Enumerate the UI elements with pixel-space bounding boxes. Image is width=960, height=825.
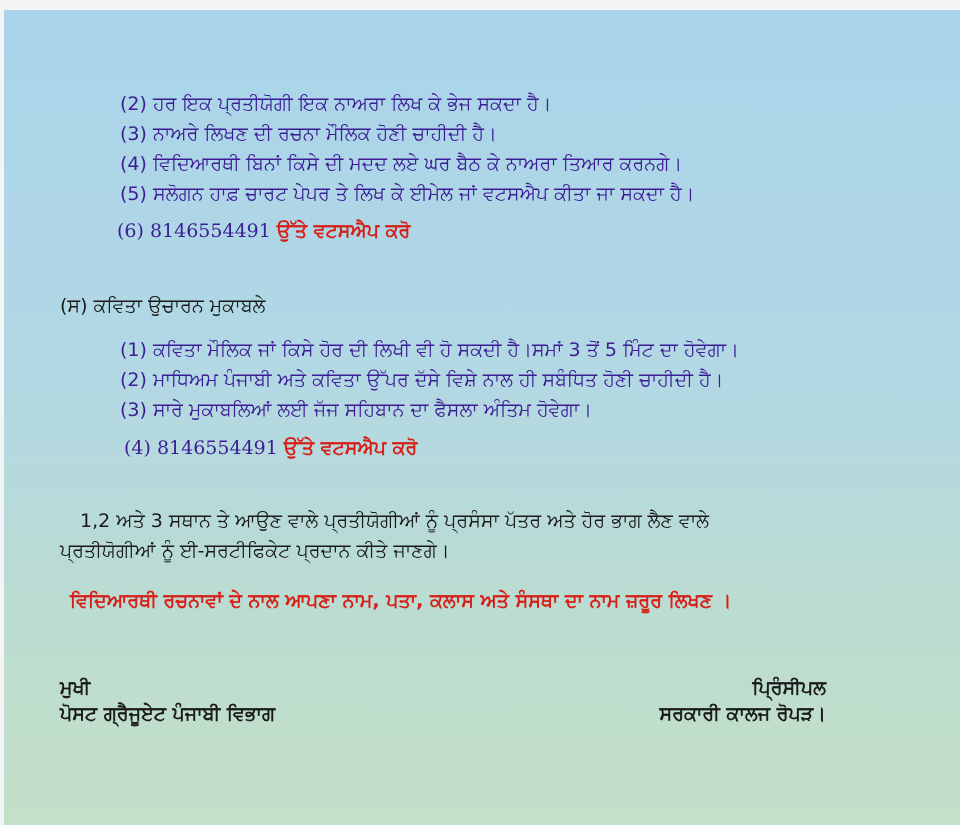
poetry-heading: (ਸ) ਕਵਿਤਾ ਉਚਾਰਨ ਮੁਕਾਬਲੇ xyxy=(60,295,266,317)
slogan-whatsapp-action: ਉੱਤੇ ਵਟਸਐਪ ਕਰੋ xyxy=(276,220,411,242)
left-signature-dept: ਪੋਸਟ ਗ੍ਰੈਜੂਏਟ ਪੰਜਾਬੀ ਵਿਭਾਗ xyxy=(60,703,276,725)
right-signature-title: ਪ੍ਰਿੰਸੀਪਲ xyxy=(752,677,826,699)
poetry-whatsapp-line xyxy=(124,434,417,462)
poetry-whatsapp-number: (4) 8146554491 xyxy=(124,437,278,459)
poetry-rule-2: (2) ਮਾਧਿਅਮ ਪੰਜਾਬੀ ਅਤੇ ਕਵਿਤਾ ਉੱਪਰ ਦੱਸੇ ਵਿਸ਼ੇ ਨਾਲ ਹੀ ਸਬੰਧਿਤ ਹੋਣੀ ਚਾਹੀਦੀ ਹੈ। xyxy=(120,369,724,391)
slogan-whatsapp-number: (6) 8146554491 xyxy=(117,220,271,242)
slogan-rule-5: (5) ਸਲੋਗਨ ਹਾਫ਼ ਚਾਰਟ ਪੇਪਰ ਤੇ ਲਿਖ ਕੇ ਈਮੇਲ ਜਾਂ ਵਟਸਐਪ ਕੀਤਾ ਜਾ ਸਕਦਾ ਹੈ। xyxy=(120,183,695,205)
red-instruction: ਵਿਦਿਆਰਥੀ ਰਚਨਾਵਾਂ ਦੇ ਨਾਲ ਆਪਣਾ ਨਾਮ, ਪਤਾ, ਕਲਾਸ ਅਤੇ ਸੰਸਥਾ ਦਾ ਨਾਮ ਜ਼ਰੂਰ ਲਿਖਣ । xyxy=(70,590,732,612)
slogan-rule-3: (3) ਨਾਅਰੇ ਲਿਖਣ ਦੀ ਰਚਨਾ ਮੌਲਿਕ ਹੋਣੀ ਚਾਹੀਦੀ ਹੈ। xyxy=(120,123,497,145)
poetry-rule-1: (1) ਕਵਿਤਾ ਮੌਲਿਕ ਜਾਂ ਕਿਸੇ ਹੋਰ ਦੀ ਲਿਖੀ ਵੀ ਹੋ ਸਕਦੀ ਹੈ।ਸਮਾਂ 3 ਤੋਂ 5 ਮਿੰਟ ਦਾ ਹੋਵੇਗਾ। xyxy=(120,339,739,361)
certificate-note-line-2: ਪ੍ਰਤੀਯੋਗੀਆਂ ਨੂੰ ਈ-ਸਰਟੀਫਿਕੇਟ ਪ੍ਰਦਾਨ ਕੀਤੇ ਜਾਣਗੇ। xyxy=(60,540,450,562)
poetry-rule-3: (3) ਸਾਰੇ ਮੁਕਾਬਲਿਆਂ ਲਈ ਜੱਜ ਸਹਿਬਾਨ ਦਾ ਫੈਸਲਾ ਅੰਤਿਮ ਹੋਵੇਗਾ। xyxy=(120,399,592,421)
right-signature-dept: ਸਰਕਾਰੀ ਕਾਲਜ ਰੋਪੜ। xyxy=(659,703,826,725)
left-signature-title: ਮੁਖੀ xyxy=(60,677,91,699)
announcement-poster xyxy=(4,10,960,825)
slogan-rule-2: (2) ਹਰ ਇਕ ਪ੍ਰਤੀਯੋਗੀ ਇਕ ਨਾਅਰਾ ਲਿਖ ਕੇ ਭੇਜ ਸਕਦਾ ਹੈ। xyxy=(120,93,552,115)
poetry-whatsapp-action: ਉੱਤੇ ਵਟਸਐਪ ਕਰੋ xyxy=(283,437,418,459)
slogan-whatsapp-line xyxy=(117,217,410,245)
slogan-rule-4: (4) ਵਿਦਿਆਰਥੀ ਬਿਨਾਂ ਕਿਸੇ ਦੀ ਮਦਦ ਲਏ ਘਰ ਬੈਠ ਕੇ ਨਾਅਰਾ ਤਿਆਰ ਕਰਨਗੇ। xyxy=(120,153,683,175)
certificate-note-line-1: 1,2 ਅਤੇ 3 ਸਥਾਨ ਤੇ ਆਉਣ ਵਾਲੇ ਪ੍ਰਤੀਯੋਗੀਆਂ ਨੂੰ ਪ੍ਰਸੰਸਾ ਪੱਤਰ ਅਤੇ ਹੋਰ ਭਾਗ ਲੈਣ ਵਾਲੇ xyxy=(80,510,710,532)
